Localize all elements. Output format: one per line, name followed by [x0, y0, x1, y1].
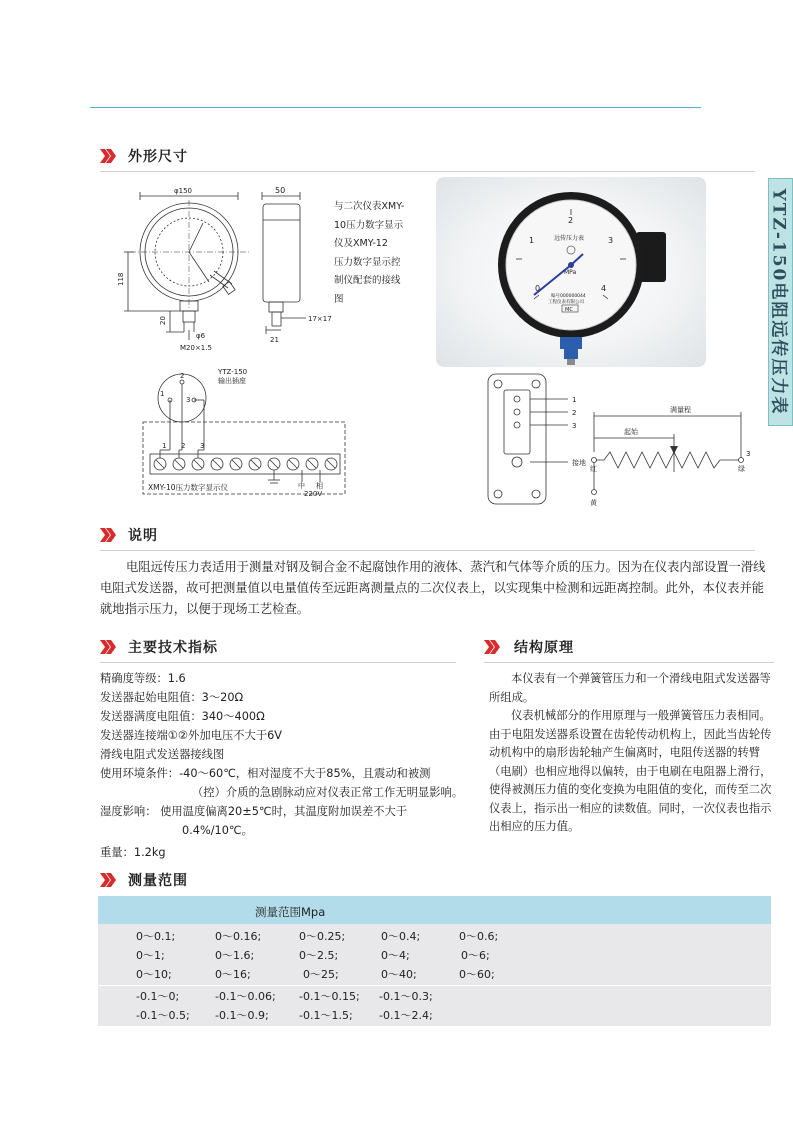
socket-label: YTZ-150	[218, 368, 248, 376]
gauge-logo: MC	[565, 307, 573, 313]
red-label: 红	[590, 465, 597, 473]
chevron-right-icon	[100, 873, 116, 887]
section-description	[100, 523, 755, 547]
table-divider	[98, 985, 771, 986]
wiring-note: 与二次仪表XMY- 10压力数字显示 仪及XMY-12 压力数字显示控 制仪配套的接线 图	[334, 201, 405, 305]
svg-text:3: 3	[572, 422, 577, 430]
specs-list	[100, 669, 470, 862]
side-tab-label: YTZ-150电阻远传压力表	[768, 188, 788, 416]
svg-text:3: 3	[608, 236, 614, 245]
svg-text:2: 2	[180, 372, 185, 380]
yellow-label: 黄	[590, 499, 597, 507]
spec-item: 精确度等级：1.6	[100, 672, 186, 685]
svg-text:0: 0	[535, 284, 541, 293]
spec-item: 重量：1.2kg	[100, 846, 166, 859]
socket-label-2: 输出插座	[218, 377, 246, 385]
svg-text:2: 2	[572, 409, 577, 417]
spec-item: 发送器满度电阻值：340～400Ω	[100, 710, 265, 723]
svg-text:2: 2	[568, 216, 574, 225]
structure-paragraph: 仪表机械部分的作用原理与一般弹簧管压力表相同。由于电阻发送器系设置在齿轮传动机构上，因此当齿轮传动机构中的扇形齿轮轴产生偏离时，电阻传送器的转臂（电刷）也相应地得以偏转，由于电刷在电阻器上滑行，使得被测压力值的变化变换为电阻值的变化，而传至二次仪表上，指示出一相应的读数值。同时，一次仪表也指示出相应的压力值。	[489, 709, 772, 833]
resistor-wiring-diagram	[484, 372, 774, 512]
spec-item: 0.4%/10℃。	[182, 824, 253, 837]
svg-text:1: 1	[160, 390, 165, 398]
spec-item: （控）介质的急剧脉动应对仪表正常工作无明显影响。	[192, 786, 464, 799]
dim-21: 21	[270, 336, 279, 344]
section-structure	[484, 635, 774, 659]
ground-label: 接地	[572, 459, 586, 467]
section-title: 说明	[128, 528, 158, 544]
range-header-label: 测量范围Mpa	[255, 905, 326, 919]
section-specs	[100, 635, 456, 659]
gauge-title: 远传压力表	[554, 235, 585, 242]
table-row: -0.1～0.5; -0.1～0.9; -0.1～1.5; -0.1～2.4;	[136, 1009, 433, 1022]
description-paragraph: 电阻远传压力表适用于测量对钢及铜合金不起腐蚀作用的液体、蒸汽和气体等介质的压力。因为在仪表内部设置一滑线电阻式发送器，故可把测量值以电量值传至远距离测量点的二次仪表上，以实现集中检测和远距离控制。此外，本仪表并能就地指示压力，以便于现场工艺检查。	[100, 560, 766, 616]
svg-text:1: 1	[572, 396, 577, 404]
svg-text:3: 3	[186, 396, 191, 404]
spec-item: 发送器起始电阻值：3～20Ω	[100, 691, 244, 704]
instrument-label: XMY-10压力数字显示仪	[148, 483, 229, 492]
svg-text:2: 2	[181, 442, 186, 450]
full-range-label: 满量程	[670, 406, 691, 414]
start-label: 起始	[624, 428, 638, 436]
table-row: 0～0.1; 0～0.16; 0～0.25; 0～0.4; 0～0.6;	[136, 930, 499, 943]
table-row: 0～1; 0～1.6; 0～2.5; 0～4; 0～6;	[136, 949, 490, 962]
svg-text:1: 1	[162, 442, 167, 450]
spec-item: 湿度影响： 使用温度偏离20±5℃时，其温度附加误差不大于	[100, 805, 408, 818]
voltage-label: 220V	[304, 490, 323, 498]
chevron-right-icon	[100, 149, 116, 163]
chevron-right-icon	[100, 528, 116, 542]
dim-50: 50	[275, 186, 286, 195]
range-table	[98, 924, 771, 1026]
table-row: 0～10; 0～16; 0～25; 0～40; 0～60;	[136, 968, 495, 981]
terminal-diagram	[140, 362, 350, 498]
chevron-right-icon	[484, 640, 500, 654]
dim-118: 118	[117, 272, 125, 286]
dim-20: 20	[159, 316, 167, 325]
top-rule	[90, 107, 701, 108]
gauge-cert: 编号000000044	[551, 294, 586, 299]
structure-text	[489, 670, 773, 837]
section-title: 外形尺寸	[128, 149, 188, 165]
spec-item: 使用环境条件：-40～60℃，相对湿度不大于85%，且震动和被测	[100, 767, 431, 780]
dim-thread: M20×1.5	[180, 344, 212, 352]
gauge-maker: 工程仪表有限公司	[548, 300, 584, 305]
spec-item: 滑线电阻式发送器接线图	[100, 748, 225, 761]
gauge-photo	[436, 177, 706, 367]
range-table-header	[98, 896, 771, 924]
section-title: 主要技术指标	[128, 640, 218, 656]
dim-hex: 17×17	[308, 315, 332, 323]
dim-phi6: φ6	[196, 332, 206, 340]
svg-text:相: 相	[316, 482, 323, 490]
table-row: -0.1～0; -0.1～0.06; -0.1～0.15; -0.1～0.3;	[136, 990, 433, 1003]
svg-text:4: 4	[601, 284, 607, 293]
section-range	[100, 868, 755, 892]
chevron-right-icon	[100, 640, 116, 654]
section-dimensions	[100, 144, 755, 168]
spec-item: 发送器连接端①②外加电压不大于6V	[100, 729, 283, 742]
svg-text:1: 1	[529, 236, 535, 245]
gauge-unit: MPa	[564, 269, 577, 276]
svg-text:3: 3	[200, 442, 205, 450]
svg-text:3: 3	[746, 450, 751, 458]
dimension-drawing	[110, 180, 340, 355]
section-title: 结构原理	[514, 640, 574, 656]
green-label: 绿	[738, 465, 745, 473]
svg-text:中: 中	[298, 482, 305, 490]
dim-phi150: φ150	[174, 187, 192, 195]
section-title: 测量范围	[128, 873, 188, 889]
structure-paragraph: 本仪表有一个弹簧管压力和一个滑线电阻式发送器等所组成。	[489, 672, 771, 704]
